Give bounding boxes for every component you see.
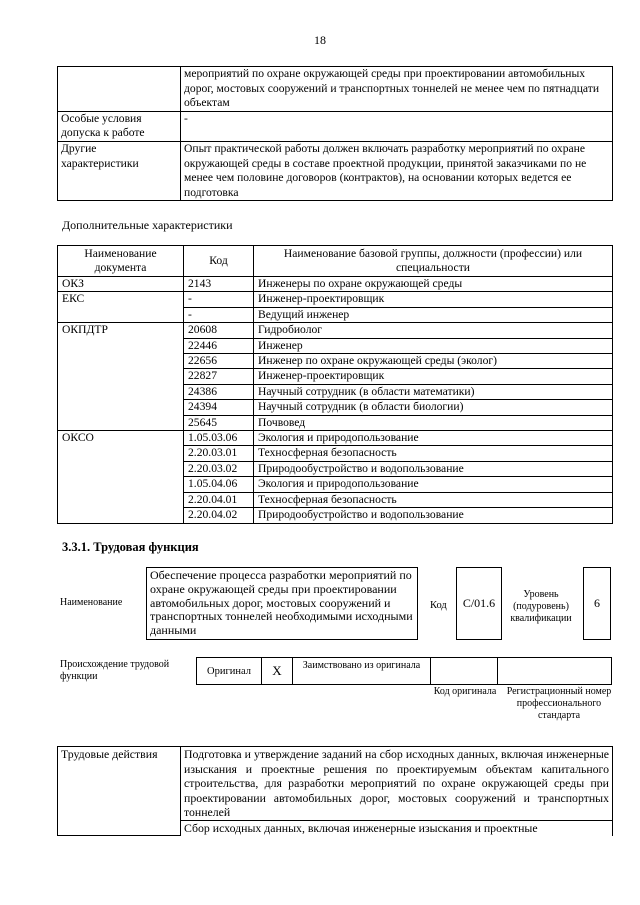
origin-row xyxy=(196,657,612,685)
code-cell: 22827 xyxy=(184,369,254,384)
section-heading: 3.3.1. Трудовая функция xyxy=(62,540,199,554)
code-cell: - xyxy=(184,292,254,307)
name-cell: Техносферная безопасность xyxy=(254,446,613,461)
name-cell: Инженер-проектировщик xyxy=(254,292,613,307)
name-cell: Ведущий инженер xyxy=(254,307,613,322)
column-header: Наименование документа xyxy=(58,246,184,277)
table-row xyxy=(58,431,613,446)
section-subtitle: Дополнительные характеристики xyxy=(62,218,233,232)
code-cell: 22446 xyxy=(184,338,254,353)
name-cell: Инженер по охране окружающей среды (эколог) xyxy=(254,354,613,369)
name-cell: Научный сотрудник (в области биологии) xyxy=(254,400,613,415)
table-row xyxy=(58,292,613,307)
level-box: 6 xyxy=(583,567,611,640)
column-header: Код xyxy=(184,246,254,277)
code-cell: 24394 xyxy=(184,400,254,415)
name-cell: Научный сотрудник (в области математики) xyxy=(254,384,613,399)
name-cell: Гидробиолог xyxy=(254,323,613,338)
name-cell: Техносферная безопасность xyxy=(254,492,613,507)
column-header: Наименование базовой группы, должности (профессии) или специальности xyxy=(254,246,613,277)
action-item: Сбор исходных данных, включая инженерные изыскания и проектные xyxy=(181,820,613,835)
reg-number-caption: Регистрационный номер профессионального стандарта xyxy=(506,686,612,721)
code-cell: - xyxy=(184,307,254,322)
borrowed-cell: Заимствовано из оригинала xyxy=(292,657,431,685)
additional-characteristics-table xyxy=(57,245,613,524)
name-cell: Природообустройство и водопользование xyxy=(254,461,613,476)
table-row xyxy=(58,747,613,821)
action-item: Подготовка и утверждение заданий на сбор исходных данных, включая инженерные изыскания и проектные решения по проектируемым объектам капитального строительства, для разработки мероприятий по охране окружающей среды при проектировании автомобильных дорог, мостовых сооружений и транспортных тоннелей xyxy=(181,747,613,821)
doc-cell: ОКПДТР xyxy=(58,323,184,431)
name-cell: Инженер-проектировщик xyxy=(254,369,613,384)
level-label: Уровень (подуровень) квалификации xyxy=(510,589,572,624)
row-label: Другие характеристики xyxy=(58,141,181,200)
name-cell: Инженер xyxy=(254,338,613,353)
code-cell: 2143 xyxy=(184,277,254,292)
row-value: - xyxy=(181,111,613,141)
actions-label: Трудовые действия xyxy=(58,747,181,836)
code-label: Код xyxy=(430,600,447,611)
code-original-caption: Код оригинала xyxy=(433,686,497,697)
table-row xyxy=(58,323,613,338)
code-cell: 1.05.03.06 xyxy=(184,431,254,446)
code-cell: 2.20.04.02 xyxy=(184,508,254,523)
row-value: Опыт практической работы должен включать разработку мероприятий по охране окружающей среды в составе проектной продукции, принятой заказчиками по не менее чем половине договоров (контрактов), на основании которых ведется ее подготовка xyxy=(181,141,613,200)
table-header-row xyxy=(58,246,613,277)
code-cell: 22656 xyxy=(184,354,254,369)
table-cell xyxy=(58,67,181,112)
code-cell: 2.20.03.02 xyxy=(184,461,254,476)
code-cell: 1.05.04.06 xyxy=(184,477,254,492)
function-code-box: C/01.6 xyxy=(456,567,502,640)
code-cell: 24386 xyxy=(184,384,254,399)
origin-code-cell xyxy=(430,657,498,685)
doc-cell: ЕКС xyxy=(58,292,184,323)
name-cell: Природообустройство и водопользование xyxy=(254,508,613,523)
name-cell: Экология и природопользование xyxy=(254,431,613,446)
table-row xyxy=(58,111,613,141)
code-cell: 20608 xyxy=(184,323,254,338)
origin-label: Происхождение трудовой функции xyxy=(60,659,170,682)
doc-cell: ОКЗ xyxy=(58,277,184,292)
function-name-box: Обеспечение процесса разработки мероприятий по охране окружающей среды при проектировании автомобильных дорог, мостовых сооружений и транспортных тоннелей необходимыми исходными данными xyxy=(146,567,418,640)
code-cell: 2.20.03.01 xyxy=(184,446,254,461)
name-label: Наименование xyxy=(60,597,123,608)
name-cell: Почвовед xyxy=(254,415,613,430)
table-row xyxy=(58,141,613,200)
code-cell: 2.20.04.01 xyxy=(184,492,254,507)
page-number: 18 xyxy=(314,33,326,47)
row-label: Особые условия допуска к работе xyxy=(58,111,181,141)
code-cell: 25645 xyxy=(184,415,254,430)
table-cell: мероприятий по охране окружающей среды при проектировании автомобильных дорог, мостовых сооружений и транспортных тоннелей не менее чем по пятнадцати объектам xyxy=(181,67,613,112)
qualification-table xyxy=(57,66,613,201)
original-mark-checkbox[interactable]: X xyxy=(261,657,293,685)
original-cell: Оригинал xyxy=(196,657,262,685)
name-cell: Экология и природопользование xyxy=(254,477,613,492)
reg-number-cell xyxy=(497,657,612,685)
table-row xyxy=(58,277,613,292)
labor-actions-table xyxy=(57,746,613,836)
name-cell: Инженеры по охране окружающей среды xyxy=(254,277,613,292)
doc-cell: ОКСО xyxy=(58,431,184,523)
table-row xyxy=(58,67,613,112)
